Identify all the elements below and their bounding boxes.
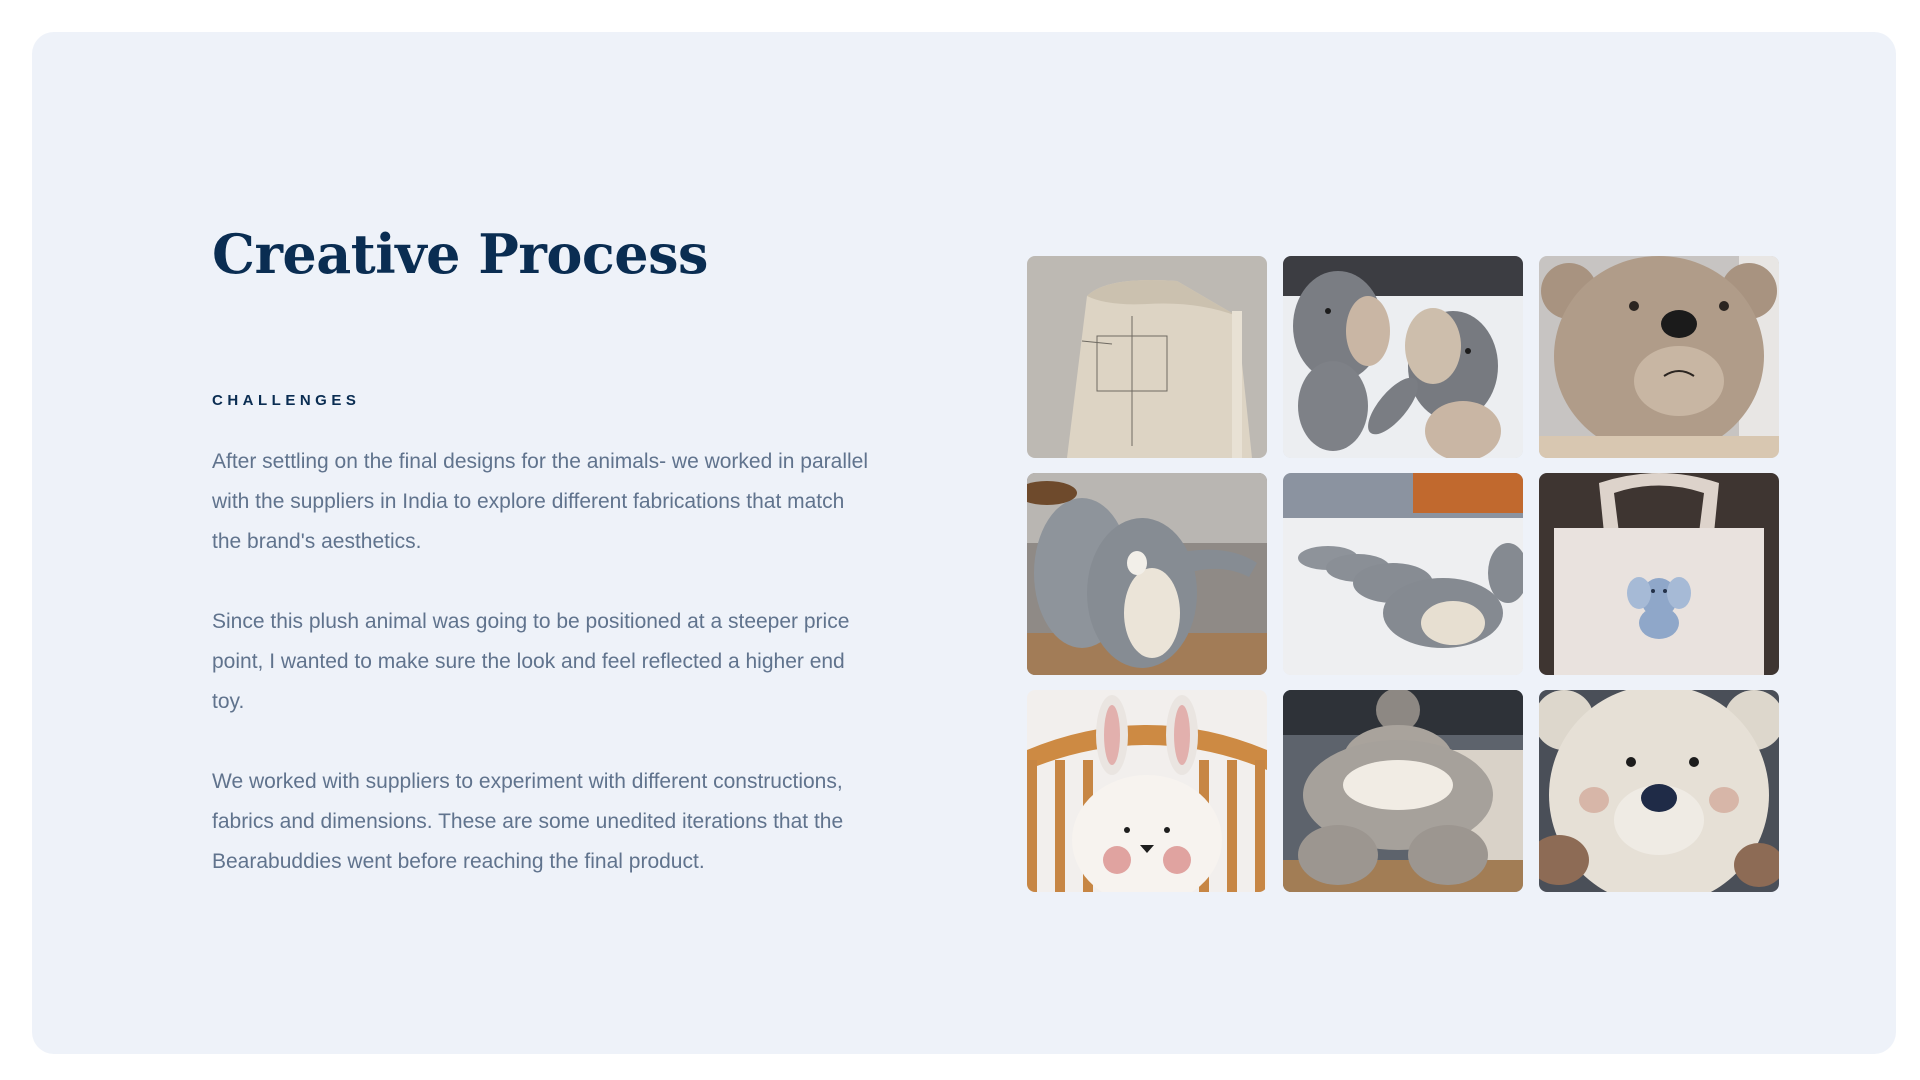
- photo-row-of-elephants[interactable]: [1283, 473, 1523, 675]
- photo-gray-knit-elephant[interactable]: [1027, 473, 1267, 675]
- photo-gray-bear-back[interactable]: [1283, 690, 1523, 892]
- photo-knit-brown-bear[interactable]: [1539, 256, 1779, 458]
- content-card: [32, 32, 1896, 1054]
- body-copy: [212, 442, 892, 922]
- paragraph-3: We worked with suppliers to experiment with different constructions, fabrics and dimensions. These are some unedited iterations that the Bearabuddies went before reaching the final product.: [212, 770, 844, 873]
- section-kicker: CHALLENGES: [212, 392, 361, 409]
- photo-fabric-tote-sketch[interactable]: [1027, 256, 1267, 458]
- paragraph-2: Since this plush animal was going to be positioned at a steeper price point, I wanted to make sure the look and feel reflected a higher end toy.: [212, 610, 850, 713]
- photo-gallery: [1027, 256, 1779, 892]
- photo-cream-bear-face[interactable]: [1539, 690, 1779, 892]
- photo-tote-bag-with-elephant-print[interactable]: [1539, 473, 1779, 675]
- photo-two-gray-elephants[interactable]: [1283, 256, 1523, 458]
- photo-white-bunny[interactable]: [1027, 690, 1267, 892]
- page-title: Creative Process: [212, 222, 708, 286]
- paragraph-1: After settling on the final designs for the animals- we worked in parallel with the suppliers in India to explore different fabrications that match the brand's aesthetics.: [212, 450, 869, 553]
